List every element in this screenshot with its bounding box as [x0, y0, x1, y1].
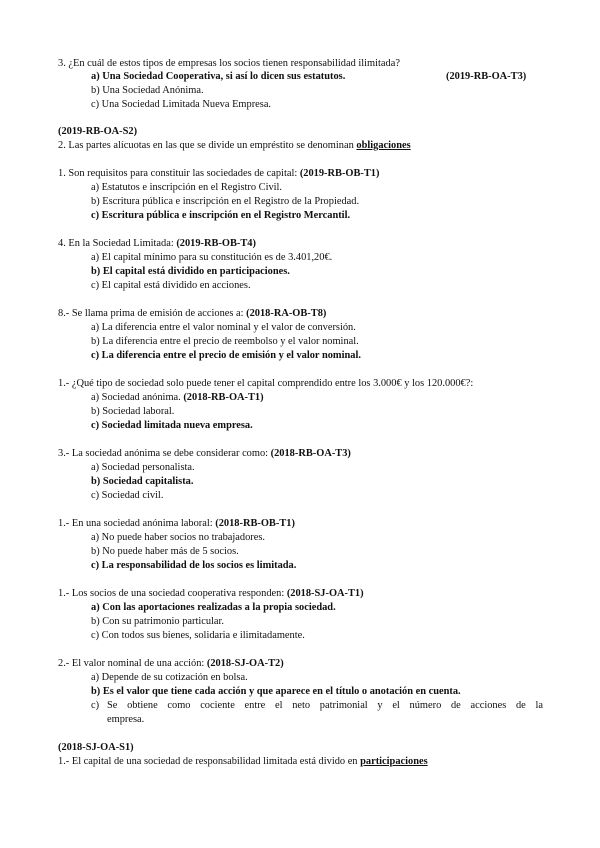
option-a: a) La diferencia entre el valor nominal y el valor de conversión. [91, 322, 356, 333]
stem-text: 2.- El valor nominal de una acción: [58, 658, 207, 669]
option-b-correct: b) Es el valor que tiene cada acción y que aparece en el título o anotación en cuenta. [91, 686, 461, 697]
option-c-correct: c) Sociedad limitada nueva empresa. [91, 420, 253, 431]
option-a: a) No puede haber socios no trabajadores. [91, 532, 265, 543]
question-stem: 1.- ¿Qué tipo de sociedad solo puede tener el capital comprendido entre los 3.000€ y los 120.000€?: [58, 378, 474, 389]
option-a-correct: a) Con las aportaciones realizadas a la propia sociedad. [91, 602, 336, 613]
question-stem [58, 755, 428, 768]
answer-text: obligaciones [356, 140, 411, 151]
question-code: (2018-RB-OB-T1) [215, 518, 295, 529]
option-a: a) El capital mínimo para su constitución es de 3.401,20€. [91, 252, 333, 263]
stem-text: 2. Las partes alícuotas en las que se divide un empréstito se denominan [58, 140, 357, 151]
option-text: a) Una Sociedad Cooperativa, si así lo dicen sus estatutos. [91, 71, 346, 82]
question-stem [58, 307, 326, 320]
option-c-line1: Se obtiene como cociente entre el neto patrimonial y el número de acciones de la [107, 700, 543, 711]
question-stem [58, 587, 364, 600]
option-a-correct [91, 70, 345, 83]
question-code: (2018-RA-OB-T8) [246, 308, 327, 319]
option-c: c) Con todos sus bienes, solidaria e ilimitadamente. [91, 630, 305, 641]
question-code: (2019-RB-OA-T3) [446, 71, 527, 82]
question-code: (2018-RB-OA-T1) [183, 392, 264, 403]
question-code: (2019-RB-OB-T1) [299, 168, 380, 179]
option-c: c) Una Sociedad Limitada Nueva Empresa. [91, 99, 272, 110]
stem-text: 1.- El capital de una sociedad de responsabilidad limitada está divido en [58, 756, 361, 767]
question-stem [58, 447, 351, 460]
option-b: b) Sociedad laboral. [91, 406, 175, 417]
option-b: b) No puede haber más de 5 socios. [91, 546, 239, 557]
option-c-line2: empresa. [107, 714, 145, 725]
option-b: b) Escritura pública e inscripción en el Registro de la Propiedad. [91, 196, 360, 207]
question-stem [58, 57, 400, 70]
option-a [91, 391, 264, 404]
question-code: (2018-RB-OA-T3) [270, 448, 351, 459]
question-code: (2019-RB-OB-T4) [176, 238, 256, 249]
answer-text: participaciones [360, 756, 428, 767]
option-b-correct: b) Sociedad capitalista. [91, 476, 194, 487]
option-b: b) Una Sociedad Anónima. [91, 85, 204, 96]
option-c-correct: c) Escritura pública e inscripción en el Registro Mercantil. [91, 210, 351, 221]
question-stem [58, 657, 284, 670]
option-c-correct: c) La responsabilidad de los socios es limitada. [91, 560, 297, 571]
option-c-label: c) [91, 700, 100, 711]
option-c-correct: c) La diferencia entre el precio de emisión y el valor nominal. [91, 350, 361, 361]
question-stem [58, 237, 256, 250]
stem-text: 1.- Los socios de una sociedad cooperativa responden: [58, 588, 287, 599]
option-b: b) La diferencia entre el precio de reembolso y el valor nominal. [91, 336, 359, 347]
option-c: c) El capital está dividido en acciones. [91, 280, 251, 291]
stem-text: 8.- Se llama prima de emisión de acciones a: [58, 308, 247, 319]
question-stem [58, 139, 411, 152]
question-stem [58, 167, 379, 180]
question-code: (2018-SJ-OA-S1) [58, 742, 134, 753]
option-a: a) Sociedad personalista. [91, 462, 195, 473]
stem-text: 1.- En una sociedad anónima laboral: [58, 518, 216, 529]
question-code: (2019-RB-OA-S2) [58, 126, 138, 137]
option-text: a) Sociedad anónima. [91, 392, 184, 403]
stem-text: 4. En la Sociedad Limitada: [58, 238, 177, 249]
stem-text: 3. ¿En cuál de estos tipos de empresas los socios tienen responsabilidad ilimitada? [58, 58, 400, 69]
option-c: c) Sociedad civil. [91, 490, 164, 501]
question-code: (2018-SJ-OA-T1) [286, 588, 364, 599]
question-code: (2018-SJ-OA-T2) [206, 658, 284, 669]
stem-text: 3.- La sociedad anónima se debe considerar como: [58, 448, 271, 459]
question-stem [58, 517, 295, 530]
stem-text: 1. Son requisitos para constituir las sociedades de capital: [58, 168, 300, 179]
option-b: b) Con su patrimonio particular. [91, 616, 225, 627]
option-a: a) Depende de su cotización en bolsa. [91, 672, 248, 683]
option-a: a) Estatutos e inscripción en el Registro Civil. [91, 182, 283, 193]
option-b-correct: b) El capital está dividido en participaciones. [91, 266, 290, 277]
